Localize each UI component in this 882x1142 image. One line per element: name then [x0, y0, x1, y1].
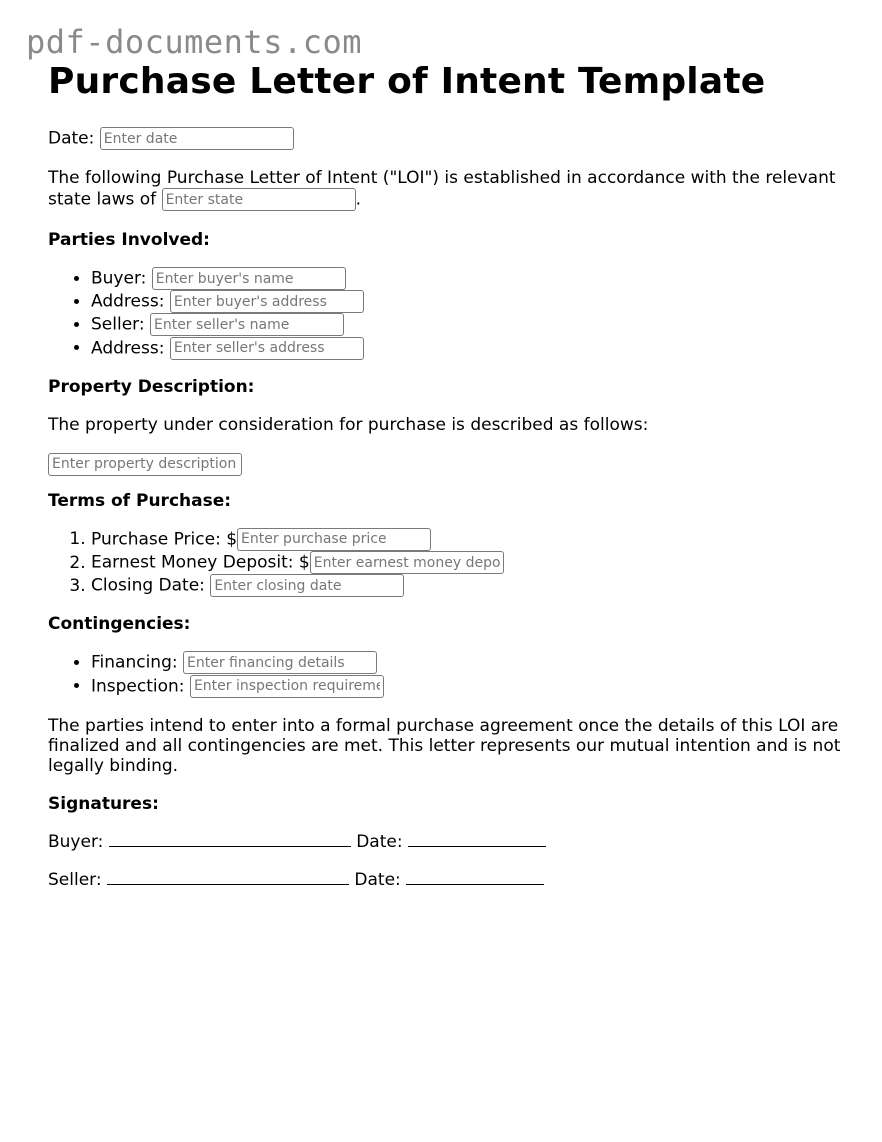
- list-item-buyer-address: [91, 290, 848, 313]
- buyer-signature-line: [109, 832, 351, 847]
- intro-period: .: [355, 189, 361, 210]
- list-item-seller: [91, 313, 848, 336]
- intro-text: The following Purchase Letter of Intent ("LOI") is established in accordance with the relevant state laws of: [48, 168, 836, 210]
- parties-list: [48, 267, 848, 360]
- terms-list: [48, 528, 848, 598]
- seller-date-label: Date:: [354, 869, 401, 890]
- parties-heading: Parties Involved:: [48, 230, 210, 250]
- buyer-date-label: Date:: [356, 831, 403, 852]
- buyer-address-input[interactable]: [170, 290, 364, 313]
- date-label: Date:: [48, 128, 95, 149]
- list-item-earnest-money: [91, 551, 848, 574]
- contingencies-list: [48, 651, 848, 697]
- list-item-purchase-price: [91, 528, 848, 551]
- earnest-money-input[interactable]: [310, 551, 504, 574]
- list-item-closing-date: [91, 574, 848, 597]
- seller-address-label: Address:: [91, 338, 165, 359]
- date-input[interactable]: [100, 127, 294, 150]
- buyer-address-label: Address:: [91, 291, 165, 312]
- buyer-signature-row: [48, 832, 848, 852]
- closing-date-input[interactable]: [210, 574, 404, 597]
- property-text: The property under consideration for purchase is described as follows:: [48, 414, 649, 435]
- date-row: [48, 127, 848, 150]
- state-input[interactable]: [162, 188, 356, 211]
- terms-heading: Terms of Purchase:: [48, 490, 232, 511]
- property-row: [48, 453, 848, 476]
- watermark: pdf-documents.com: [26, 23, 363, 61]
- list-item-financing: [91, 651, 848, 674]
- financing-label: Financing:: [91, 652, 178, 673]
- seller-signature-line: [107, 870, 349, 885]
- seller-address-input[interactable]: [170, 337, 364, 360]
- list-item-seller-address: [91, 337, 848, 360]
- purchase-price-label: Purchase Price: $: [91, 529, 238, 550]
- buyer-label: Buyer:: [91, 268, 147, 289]
- property-description-input[interactable]: [48, 453, 242, 476]
- contingencies-heading: Contingencies:: [48, 614, 191, 635]
- financing-input[interactable]: [183, 651, 377, 674]
- earnest-money-label: Earnest Money Deposit: $: [91, 552, 310, 573]
- property-heading: Property Description:: [48, 376, 255, 397]
- signatures-heading: Signatures:: [48, 793, 159, 814]
- buyer-name-input[interactable]: [152, 267, 346, 290]
- inspection-label: Inspection:: [91, 676, 185, 697]
- page-title: Purchase Letter of Intent Template: [48, 61, 766, 102]
- buyer-date-line: [408, 832, 546, 847]
- seller-name-input[interactable]: [150, 313, 344, 336]
- inspection-input[interactable]: [190, 675, 384, 698]
- seller-signature-label: Seller:: [48, 869, 102, 890]
- closing-paragraph: The parties intend to enter into a formal purchase agreement once the details of this LOI are finalized and all contingencies are met. This letter represents our mutual intention and is not legally binding.: [48, 715, 841, 776]
- seller-signature-row: [48, 870, 848, 890]
- list-item-buyer: [91, 267, 848, 290]
- list-item-inspection: [91, 675, 848, 698]
- document-page: [48, 60, 848, 890]
- closing-date-label: Closing Date:: [91, 575, 205, 596]
- seller-label: Seller:: [91, 314, 145, 335]
- intro-paragraph: [48, 168, 848, 211]
- buyer-signature-label: Buyer:: [48, 831, 104, 852]
- seller-date-line: [406, 870, 544, 885]
- purchase-price-input[interactable]: [237, 528, 431, 551]
